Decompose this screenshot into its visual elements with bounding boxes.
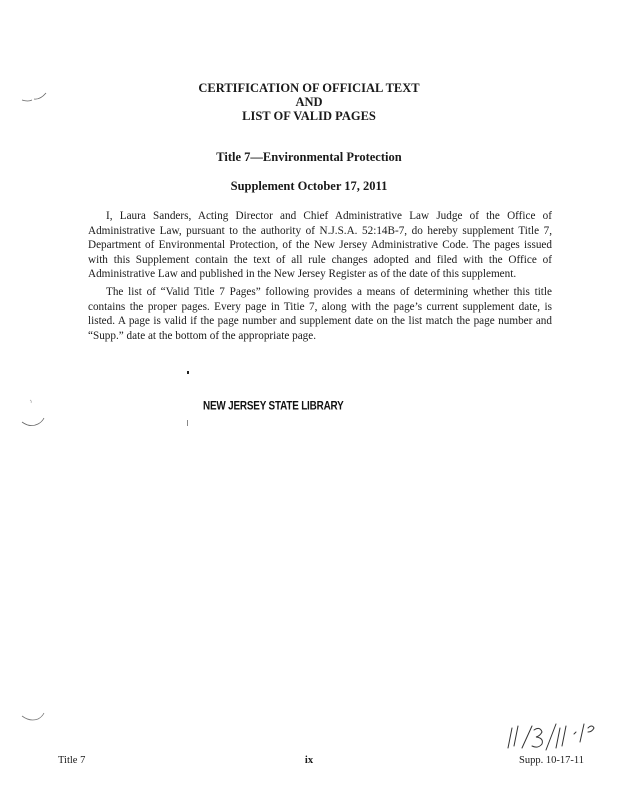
scan-speck	[187, 371, 189, 374]
scan-mark	[20, 710, 50, 730]
footer-supplement: Supp. 10-17-11	[519, 755, 584, 766]
paragraph-valid-pages: The list of “Valid Title 7 Pages” following provides a means of determining whether this title contains the proper pages. Every page in Titie 7, along with the page’s current supplement date, is listed. A page is valid if the page number and supplement date on the list match the page number and “Supp.” date at the bottom of the appropriate page.	[88, 286, 552, 342]
handwritten-date	[500, 718, 600, 754]
library-stamp: NEW JERSEY STATE LIBRARY	[203, 400, 344, 413]
scan-mark	[20, 398, 50, 434]
document-title: Title 7—Environmental Protection	[216, 150, 402, 164]
page-number: ix	[304, 755, 314, 766]
scan-speck	[187, 420, 188, 426]
heading-certification: CERTIFICATION OF OFFICIAL TEXT	[198, 81, 420, 95]
heading-list-valid-pages: LIST OF VALID PAGES	[242, 109, 376, 123]
footer-title: Title 7	[58, 755, 86, 766]
paragraph-certification: I, Laura Sanders, Acting Director and Chief Administrative Law Judge of the Office of Administrative Law, pursuant to the authority of N.J.S.A. 52:14B-7, do hereby supplement Title 7, Department of Environmental Protection, of the New Jersey Administrative Code. The pages issued with this Supplement contain the text of all rule changes adopted and filed with the Office of Administrative Law and published in the New Jersey Register as of the date of this supplement.	[88, 210, 552, 281]
heading-and: AND	[295, 95, 323, 109]
supplement-date: Supplement October 17, 2011	[230, 179, 388, 193]
